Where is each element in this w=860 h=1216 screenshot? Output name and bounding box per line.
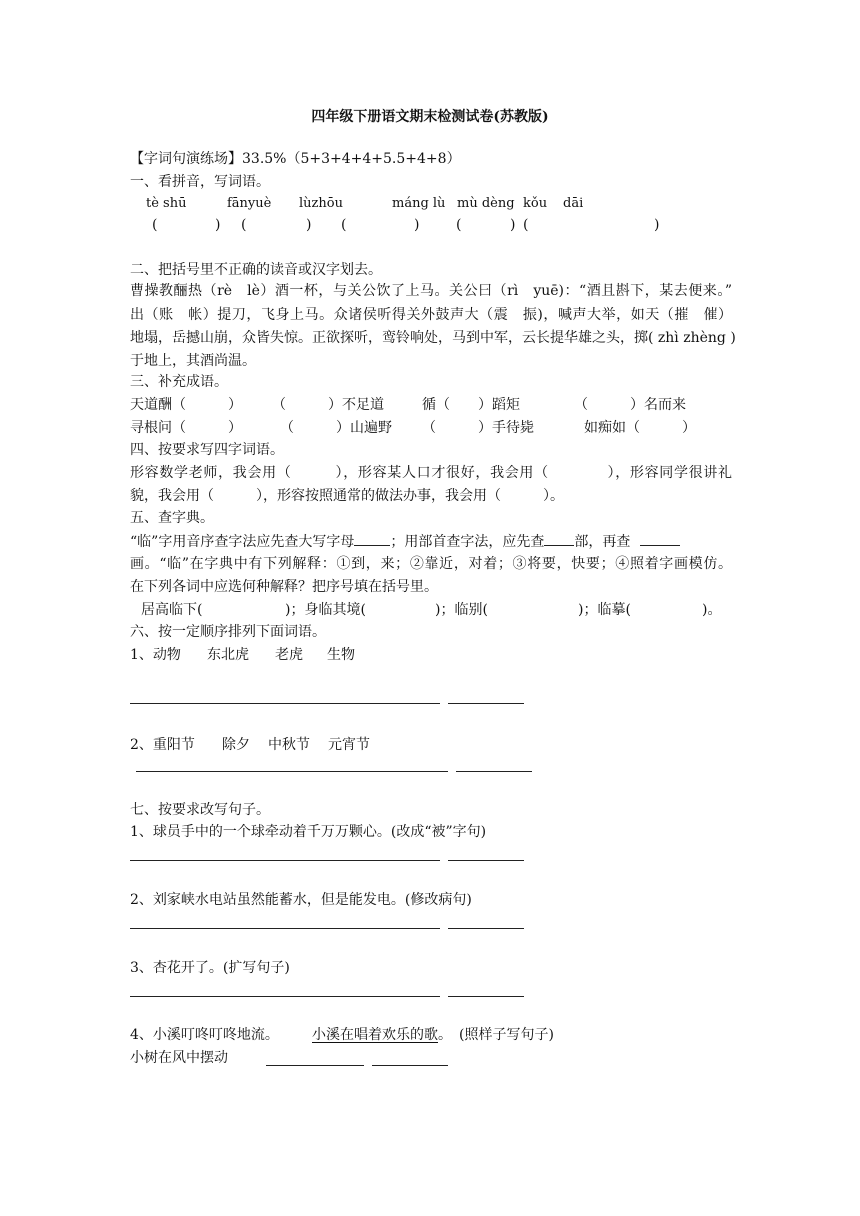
s4-line-1: 形容数学老师，我会用（ ），形容某人口才很好，我会用（ ），形容同学很讲礼 [130, 465, 732, 481]
s6-q1-word-4: 生物 [327, 647, 355, 663]
pinyin-6: kǒu [523, 196, 548, 211]
usage-item-4: )；临摹( [578, 602, 631, 618]
s6-heading: 六、按一定顺序排列下面词语。 [130, 624, 326, 640]
radical-blank[interactable] [544, 531, 574, 546]
pinyin-1: tè shū [146, 196, 187, 211]
s7-q3: 3、杏花开了。(扩写句子) [130, 960, 290, 976]
s7-q1-answer-line[interactable] [130, 860, 440, 861]
answer-bracket-close-5: ) [654, 217, 660, 233]
s5-line-1-text-a: “临”字用音序查字法应先查大写字母 [130, 534, 355, 550]
s6-q2-word-1: 2、重阳节 [130, 737, 195, 753]
usage-item-5: )。 [702, 602, 722, 618]
s3-row-1 [130, 395, 732, 416]
s6-q1 [130, 645, 732, 666]
pinyin-4: máng lù [392, 196, 446, 211]
s6-q1-answer-line-2[interactable] [448, 703, 524, 704]
s7-q3-answer-line[interactable] [130, 996, 440, 997]
answer-bracket-close-4: ) [510, 217, 516, 233]
s6-q1-word-1: 1、动物 [130, 647, 181, 663]
s6-q2-answer-line[interactable] [136, 771, 448, 772]
s1-heading: 一、看拼音，写词语。 [130, 174, 270, 190]
s6-q1-answer-line[interactable] [130, 703, 440, 704]
s5-line-1-text-c: 部，再查 [574, 534, 631, 550]
pinyin-2: fānyuè [227, 196, 272, 211]
pinyin-3: lùzhōu [299, 196, 343, 211]
s7-q1-answer-line-2[interactable] [448, 860, 524, 861]
usage-item-3: )；临别( [435, 602, 488, 618]
s3-row-2 [130, 418, 732, 439]
s6-q1-word-2: 东北虎 [207, 647, 249, 663]
s6-q1-word-3: 老虎 [275, 647, 303, 663]
answer-bracket-close-1: ) [215, 217, 221, 233]
s5-line-2: 画。“临”在字典中有下列解释：①到，来；②靠近，对着；③将要，快要；④照着字画模仿。 [130, 556, 732, 572]
answer-bracket-close-2: ) [306, 217, 312, 233]
s7-q4-example: 4、小溪叮咚叮咚地流。 [130, 1027, 279, 1043]
s7-q3-answer-line-2[interactable] [448, 996, 524, 997]
answer-bracket-open-5: ( [523, 217, 529, 233]
s7-heading: 七、按要求改写句子。 [130, 802, 270, 818]
pinyin-5: mù dèng [457, 196, 515, 211]
answer-bracket-open-4: ( [456, 217, 462, 233]
s7-q4-instruction: 。 (照样子写句子) [438, 1027, 554, 1043]
usage-item-2: )；身临其境( [285, 602, 366, 618]
idiom-2: （ ）不足道 [272, 397, 384, 413]
s7-q4-prompt: 小树在风中摆动 [130, 1050, 228, 1066]
s3-heading: 三、补充成语。 [130, 374, 228, 390]
s6-q2-word-4: 元宵节 [328, 737, 370, 753]
s7-q4-answer-line-2[interactable] [372, 1065, 448, 1066]
s6-q2-word-3: 中秋节 [268, 737, 310, 753]
idiom-5: 寻根问（ ） [130, 420, 242, 436]
idiom-3: 循（ ）蹈矩 [422, 397, 520, 413]
exam-title: 四年级下册语文期末检测试卷(苏教版) [311, 109, 549, 125]
s6-q2 [130, 735, 732, 756]
s5-heading: 五、查字典。 [130, 510, 214, 526]
s2-passage-line-3: 地塌，岳撼山崩，众皆失惊。正欲探听，鸾铃响处，马到中军，云长提华雄之头，掷( zhì zhèng ) [130, 330, 736, 346]
s6-q2-word-2: 除夕 [222, 737, 250, 753]
answer-bracket-open-2: ( [241, 217, 247, 233]
s7-q2-answer-line-2[interactable] [448, 928, 524, 929]
answer-bracket-close-3: ) [414, 217, 420, 233]
idiom-6: （ ）山遍野 [280, 420, 392, 436]
s7-q2-answer-line[interactable] [130, 928, 440, 929]
s2-passage-line-2: 出（账 帐）提刀，飞身上马。众诸侯听得关外鼓声大（震 振)，喊声大举，如天（摧 催） [130, 307, 732, 323]
letter-blank[interactable] [354, 531, 390, 546]
s6-q2-answer-line-2[interactable] [456, 771, 532, 772]
s5-line-3: 在下列各词中应选何种解释？把序号填在括号里。 [130, 579, 438, 595]
s5-line-1 [130, 531, 732, 553]
section-intro: 【字词句演练场】33.5%（5+3+4+4+5.5+4+8） [130, 151, 461, 167]
usage-item-1: 居高临下( [141, 602, 203, 618]
answer-bracket-open-3: ( [341, 217, 347, 233]
strokes-blank[interactable] [640, 531, 680, 546]
idiom-8: 如痴如（ ） [584, 420, 696, 436]
idiom-4: （ ）名而来 [574, 397, 686, 413]
s7-q1: 1、球员手中的一个球牵动着千万万颗心。(改成“被”字句) [130, 824, 487, 840]
s2-passage-line-1: 曹操教酾热（rè lè）酒一杯，与关公饮了上马。关公曰（rì yuē)：“酒且斟下，某去便来。” [130, 283, 732, 299]
s2-passage-line-4: 于地上，其酒尚温。 [130, 353, 256, 369]
pinyin-7: dāi [563, 196, 584, 211]
s7-q4 [130, 1025, 732, 1046]
idiom-1: 天道酬（ ） [130, 397, 242, 413]
s5-line-4 [141, 600, 732, 621]
s7-q4-answer-line[interactable] [266, 1065, 364, 1066]
s4-line-2: 貌，我会用（ ），形容按照通常的做法办事，我会用（ ）。 [130, 488, 564, 504]
s2-heading: 二、把括号里不正确的读音或汉字划去。 [130, 262, 382, 278]
s7-q2: 2、刘家峡水电站虽然能蓄水，但是能发电。(修改病句) [130, 892, 472, 908]
s4-heading: 四、按要求写四字词语。 [130, 442, 284, 458]
idiom-7: （ ）手待毙 [422, 420, 534, 436]
answer-bracket-open-1: ( [152, 217, 158, 233]
s5-line-1-text-b: ；用部首查字法，应先查 [390, 534, 545, 550]
s7-q4-underlined: 小溪在唱着欢乐的歌 [312, 1027, 438, 1043]
